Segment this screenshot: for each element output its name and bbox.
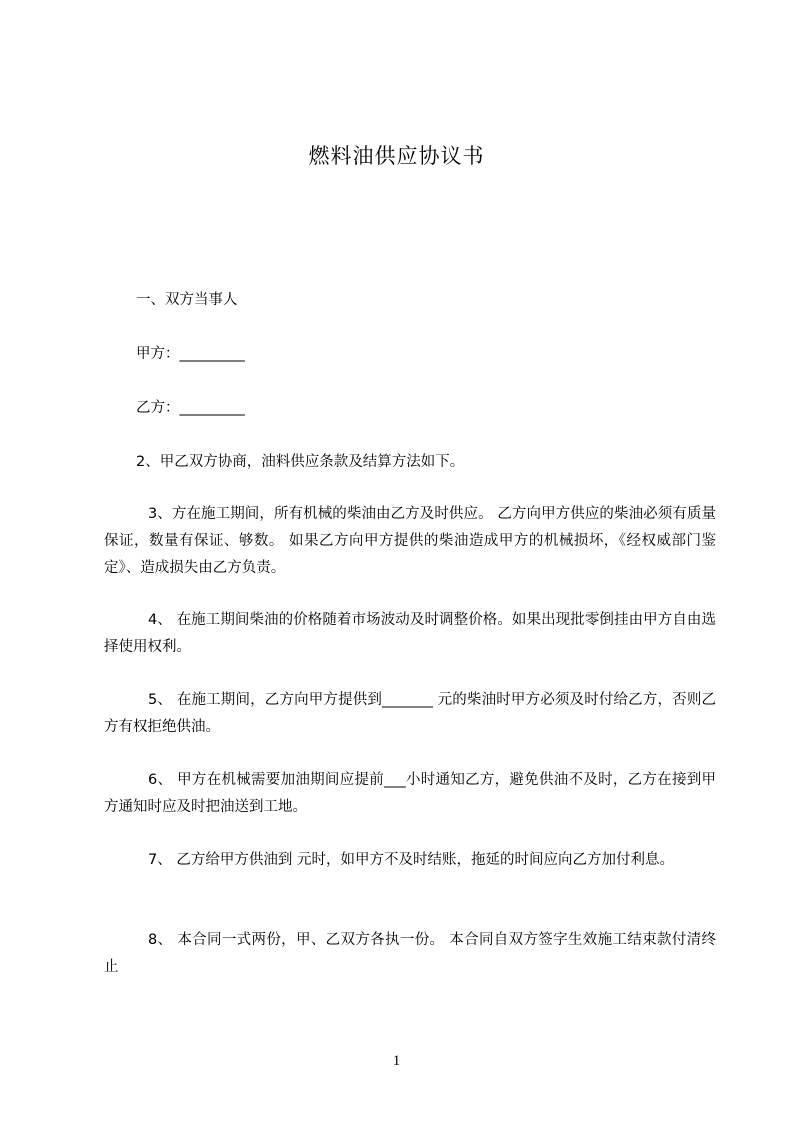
party-b-line: 乙方：_________ bbox=[136, 400, 245, 416]
clause-5: 5、 在施工期间，乙方向甲方提供到_______ 元的柴油时甲方必须及时付给乙方，否则乙方有权拒绝供油。 bbox=[104, 692, 716, 735]
party-a-line: 甲方：_________ bbox=[136, 346, 245, 362]
clause-6: 6、 甲方在机械需要加油期间应提前___小时通知乙方，避免供油不及时，乙方在接到甲方通知时应及时把油送到工地。 bbox=[104, 772, 716, 815]
document-title: 燃料油供应协议书 bbox=[308, 144, 485, 168]
clause-4: 4、 在施工期间柴油的价格随着市场波动及时调整价格。如果出现批零倒挂由甲方自由选择使用权利。 bbox=[104, 612, 716, 655]
clause-7: 7、 乙方给甲方供油到 元时，如甲方不及时结账，拖延的时间应向乙方加付利息。 bbox=[148, 852, 674, 868]
clause-3: 3、方在施工期间，所有机械的柴油由乙方及时供应。 乙方向甲方供应的柴油必须有质量保证，数量有保证、够数。 如果乙方向甲方提供的柴油造成甲方的机械损坏，《经权威部门鉴定》、造成损失由乙方负责。 bbox=[104, 506, 716, 576]
clause-2: 2、甲乙双方协商，油料供应条款及结算方法如下。 bbox=[136, 454, 465, 470]
parties-heading: 一、双方当事人 bbox=[136, 292, 238, 308]
clause-8: 8、 本合同一式两份，甲、乙双方各执一份。 本合同自双方签字生效施工结束款付清终止 bbox=[104, 932, 716, 975]
page-number: 1 bbox=[392, 1053, 401, 1069]
